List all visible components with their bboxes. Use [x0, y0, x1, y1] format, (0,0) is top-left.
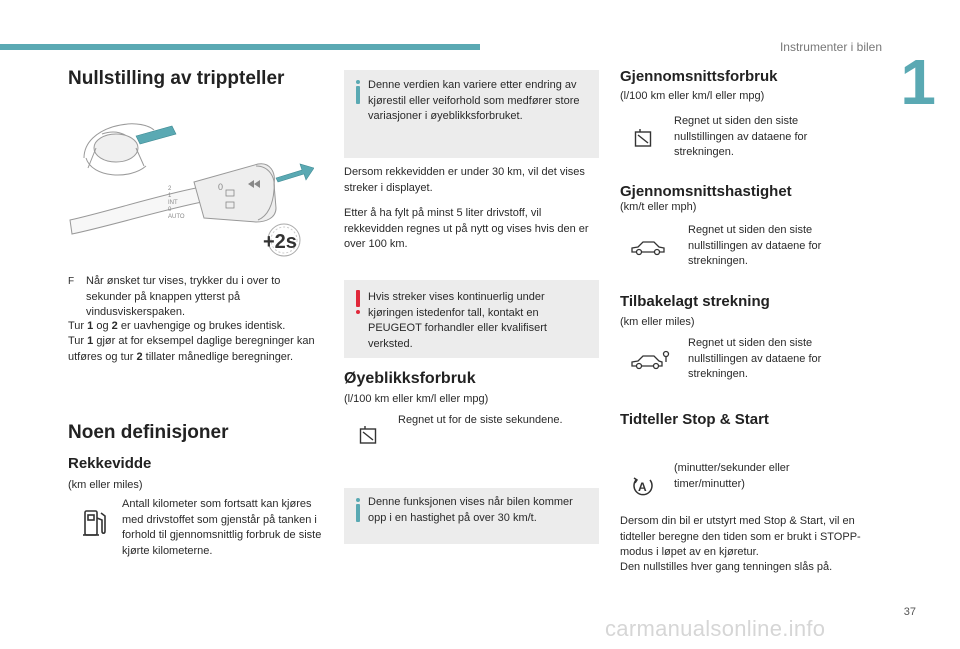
instant-consumption-unit: (l/100 km eller km/l eller mpg) [344, 393, 489, 405]
trip-usage-text: Tur 1 gjør at for eksempel daglige beregninger kan utføres og tur 2 tillater månedlige beregninger. [68, 335, 315, 363]
distance-text: Regnet ut siden den siste nullstillingen av dataene for strekningen. [688, 337, 822, 380]
warning-icon-dot [356, 310, 360, 314]
svg-text:0: 0 [218, 182, 224, 192]
chapter-number: 1 [900, 46, 936, 118]
svg-text:0: 0 [168, 207, 172, 213]
avg-consumption-title: Gjennomsnittsforbruk [620, 68, 778, 85]
stop-start-reset-text: Den nullstilles hver gang tenningen slås på. [620, 561, 833, 573]
info-box-variation [344, 70, 599, 158]
wiper-stalk-lever [70, 164, 276, 234]
trip-reset-bullet [68, 274, 318, 321]
car-speed-icon [630, 238, 668, 258]
info-box-speed [344, 488, 599, 544]
avg-speed-text: Regnet ut siden den siste nullstillingen av dataene for strekningen. [688, 224, 822, 267]
range-description: Antall kilometer som fortsatt kan kjøres med drivstoffet som gjenstår på tanken i forhold til gjennomsnittlig forbruk de siste kjørte kilometerne. [122, 498, 322, 557]
info-icon-dot [356, 80, 360, 84]
stop-start-icon [631, 474, 655, 498]
watermark: carmanualsonline.info [605, 616, 826, 641]
header-accent-bar [0, 44, 480, 50]
svg-text:2: 2 [168, 186, 172, 192]
warning-box-dashes [344, 280, 599, 358]
distance-unit: (km eller miles) [620, 316, 695, 328]
press-duration-label: +2s [263, 231, 297, 253]
steering-wheel-thumbnail [84, 124, 154, 175]
car-distance-icon [630, 350, 670, 372]
trip-reset-title: Nullstilling av trippteller [68, 68, 285, 89]
warning-dashes-text: Hvis streker vises kontinuerlig under kjøringen istedenfor tall, kontakt en PEUGEOT forhandler eller kvalifisert verksted. [368, 291, 547, 350]
range-dashes-text: Dersom rekkevidden er under 30 km, vil det vises streker i displayet. [344, 166, 585, 194]
fuel-gauge-icon [634, 128, 652, 148]
info-icon [356, 86, 360, 104]
avg-consumption-unit: (l/100 km eller km/l eller mpg) [620, 90, 765, 102]
svg-text:A: A [638, 480, 647, 494]
info-icon-dot [356, 498, 360, 502]
avg-consumption-text: Regnet ut siden den siste nullstillingen av dataene for strekningen. [674, 115, 808, 158]
stop-start-unit-text: (minutter/sekunder eller timer/minutter) [674, 462, 790, 490]
wiper-stalk-illustration [66, 108, 314, 258]
fuel-gauge-icon [359, 425, 377, 445]
trip-reset-instruction: Når ønsket tur vises, trykker du i over to sekunder på knappen ytterst på vindusviskerspaken. [86, 275, 281, 318]
instant-consumption-title: Øyeblikksforbruk [344, 370, 476, 387]
definitions-title: Noen definisjoner [68, 422, 229, 443]
stop-start-title: Tidteller Stop & Start [620, 411, 769, 428]
instant-consumption-text: Regnet ut for de siste sekundene. [398, 414, 563, 426]
fuel-pump-icon [82, 508, 108, 538]
info-icon [356, 504, 360, 522]
avg-speed-title: Gjennomsnittshastighet [620, 183, 792, 200]
page-number: 37 [903, 606, 916, 618]
svg-text:AUTO: AUTO [168, 214, 185, 220]
avg-speed-unit: (km/t eller mph) [620, 201, 697, 213]
info-speed-text: Denne funksjonen vises når bilen kommer opp i en hastighet på over 30 km/t. [368, 496, 573, 524]
range-recalc-text: Etter å ha fylt på minst 5 liter drivstoff, vil rekkevidden regnes ut på nytt og vises hvis den er over 100 km. [344, 207, 589, 250]
info-variation-text: Denne verdien kan variere etter endring av kjørestil eller veiforhold som medfører store variasjoner i øyeblikksforbruket. [368, 79, 580, 122]
trip-independence-text: Tur 1 og 2 er uavhengige og brukes identisk. [68, 320, 286, 332]
section-title: Instrumenter i bilen [779, 40, 882, 54]
bullet-marker: F [68, 276, 75, 287]
svg-text:INT: INT [168, 200, 178, 206]
press-duration-badge [263, 224, 300, 256]
warning-icon [356, 290, 360, 307]
range-unit: (km eller miles) [68, 479, 143, 491]
range-title: Rekkevidde [68, 455, 152, 472]
distance-title: Tilbakelagt strekning [620, 293, 770, 310]
stop-start-description: Dersom din bil er utstyrt med Stop & Start, vil en tidteller beregne den tiden som er brukt i STOPP-modus i løpet av en kjøretur. [620, 515, 861, 558]
svg-text:1: 1 [168, 193, 172, 199]
